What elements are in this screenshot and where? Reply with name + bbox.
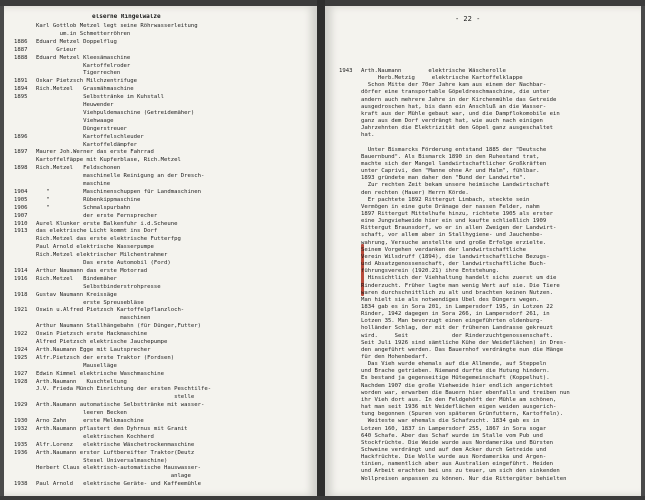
right-page-line-text: machte sich der Mangel landwirtschaftlicher Großkräften (361, 160, 547, 167)
right-page-line-text: andern auch mehrere Jahre in der Kirchenmühle das Getreide (361, 96, 557, 103)
left-page-line-text: J.V. Frieda Münch Einrichtung der ersten Peschtilfe- (36, 386, 212, 393)
right-page-line (339, 440, 641, 447)
right-page-line (339, 261, 641, 268)
left-page-line (14, 78, 317, 85)
left-page-line-text: Aurel Klunker erste Balkenfuhr i.d.Scheune (36, 220, 178, 227)
right-page-line (339, 161, 641, 168)
right-page-line (339, 304, 641, 311)
left-page-line-text: Rich.Metzel das erste elektrische Futterfpg (36, 236, 181, 243)
left-page-line (14, 189, 317, 196)
left-page-line (14, 307, 317, 314)
right-page-line (339, 404, 641, 411)
left-page-line (14, 126, 317, 133)
right-page-line-text: Es bestand ja gegenseitige Hütegemeinschaft (Koppelhut). (361, 375, 550, 382)
right-page (325, 6, 641, 496)
left-page-line (14, 323, 317, 330)
right-page-line (339, 147, 641, 154)
left-page-line-text: Paul Arnold elektrische Geräte- und Kaffeemühle (36, 481, 202, 488)
left-page-line-text: Arth.Naumann erster Luftbereifter Traktor(Deutz (36, 449, 195, 456)
left-page-line-year: 1913 (14, 228, 28, 235)
right-page-line (339, 368, 641, 375)
left-page-line-year: 1905 (14, 196, 28, 203)
left-page-line-text: um.in Schmetterröhren (36, 30, 131, 37)
right-page-line-text: 1834 gab es in Sora 201, in Lampersdorf 195, in Lotzen 22 (361, 303, 553, 310)
left-page-line (14, 205, 317, 212)
left-page-line-year: 1888 (14, 54, 28, 61)
right-page-line-text: Lotzen 160, 1837 in Lampersdorf 255, 1867 in Sora sogar (361, 425, 547, 432)
left-page-line-year: 1925 (14, 354, 28, 361)
left-page-line-text: Viehpuldemaschine (Getreidemäher) (36, 109, 195, 116)
left-page-line-year: 1897 (14, 149, 28, 156)
left-page-line-year: 1922 (14, 331, 28, 338)
left-page-line-year: 1936 (14, 449, 28, 456)
right-page-line-text: Arth.Naumann elektrische Wäscherolle (361, 68, 506, 74)
right-page-line (339, 390, 641, 397)
right-page-line-text: führungsverein (1920.21) ihre Entstehung. (361, 268, 500, 275)
left-page-line (14, 86, 317, 93)
left-page-line (14, 39, 317, 46)
left-page-line-year: 1887 (14, 46, 28, 53)
left-page-line-text: Oskar Pietzsch Milchzentrifuge (36, 78, 138, 85)
right-page-line-text: Bauernbund". Als Bismarck 1890 in den Ruhestand trat, (361, 153, 540, 160)
left-page-line (14, 252, 317, 259)
left-page-line-text: Karl Gottlob Metzel legt seine Röhrwasserleitung (36, 23, 198, 29)
right-page-line-text: unter Caprivi, den "Manne ohne Ar und Halm", fühlbar. (361, 168, 540, 175)
left-page-line (14, 213, 317, 220)
left-page-line-year: 1895 (14, 94, 28, 101)
left-page-line-text: maschinen (36, 315, 151, 322)
right-page-line-text: Rittergut Braunsdorf, wo er in allen Zweigen der Landwirt- (361, 225, 557, 232)
left-page-line-year: 1921 (14, 307, 28, 314)
left-page-line (14, 442, 317, 449)
left-page-heading: elserne Ringelwalze (92, 14, 161, 20)
left-page-line-text: " Maschinenschuppen für Landmaschinen (36, 188, 202, 195)
left-page-line (14, 63, 317, 70)
right-page-line-text: und Absatzgenossenschaft, der landwirtschaftliche Buch- (361, 261, 547, 268)
left-page-line (14, 473, 317, 480)
left-page-line-text: das elektrische Licht kommt ins Dorf (36, 228, 158, 235)
left-page-line (14, 31, 317, 38)
right-page-line-text: Rinder, 1942 dagegen in Sora 266, in Lampersdorf 261, in (361, 311, 550, 318)
right-page-line-text: Rinderzucht. Früher lagte man wenig Wert auf sie. Die Tiere (361, 282, 560, 289)
left-page-line-year: 1927 (14, 370, 28, 377)
right-page-line (339, 318, 641, 325)
left-page-line (14, 339, 317, 346)
scan-bottom-edge (0, 496, 645, 500)
right-page-line (339, 89, 641, 96)
left-page-line-year: 1898 (14, 165, 28, 172)
right-page-line-text: Unter Bismarcks Förderung entstand 1885 der "Deutsche (361, 146, 547, 153)
left-page-line (14, 260, 317, 267)
right-page-line (339, 476, 641, 483)
left-page-line-text: Arth.Naumann automatische Selbsttränke mit wasser- (36, 402, 205, 409)
right-page-line (339, 411, 641, 418)
left-page-line (14, 434, 317, 441)
right-page-line (339, 461, 641, 468)
left-page-line-text: Eduard Metzel Kleesämaschine (36, 54, 131, 61)
left-page-line-text: Arth.Naumann pflastert den Dyhrnus mit Granit (36, 425, 188, 432)
left-page-line (14, 197, 317, 204)
left-page-line (14, 157, 317, 164)
left-page-line (14, 221, 317, 228)
left-page-line-text: Kartoffelfäppe mit Kupferblase, Rich.Metzel (36, 157, 181, 164)
left-page-line (14, 450, 317, 457)
right-page-line-text: tung begonnen (Spuren von späteren Grünfuttern, Kartoffeln). (361, 411, 564, 418)
left-page-line (14, 268, 317, 275)
left-page-line (14, 23, 317, 30)
right-page-line-text: wahrung, Versuche anstellte und große Erfolge erzielte. (361, 239, 547, 246)
left-page-line (14, 355, 317, 362)
right-page-line-year: 1943 (339, 68, 353, 74)
left-page-line-text: anlage (36, 473, 191, 480)
left-page-line (14, 102, 317, 109)
left-page-line-year: 1916 (14, 275, 28, 282)
left-page-line (14, 458, 317, 465)
right-page-line-text: dörfer eine transportable Göpeldreschmaschine, die unter (361, 89, 550, 96)
left-page-line (14, 142, 317, 149)
left-page-line (14, 426, 317, 433)
right-page-line (339, 211, 641, 218)
left-page-line-text: Arthur Naumann Stallhängebahn (für Dünger,Futter) (36, 323, 202, 330)
right-page-line (339, 283, 641, 290)
left-page-line-text: Rich.Metzel Grasmähmaschine (36, 86, 134, 93)
right-page-line (339, 447, 641, 454)
right-page-line-text: 1897 Rittergut Mittelhufe hinzu, richtete 1905 als erster (361, 211, 553, 217)
right-page-line-text: Wollpreisen anpassen zu können. Nur die Rittergüter behielten (361, 475, 567, 482)
left-page-line-text: leeren Becken (36, 410, 127, 417)
left-page-line (14, 331, 317, 338)
left-page-line-text: Alfr.Pietzsch der erste Traktor (Fordsen) (36, 354, 175, 361)
right-page-line (339, 97, 641, 104)
left-page-line-year: 1907 (14, 212, 28, 219)
right-page-line (339, 383, 641, 390)
right-page-line-text: Seinem Vorgehen verdanken der landwirtschaftliche (361, 246, 527, 253)
left-page-line-text: Rich.Metzel elektrischer Milchentrahmer (36, 252, 168, 259)
left-page-line (14, 118, 317, 125)
right-page-line (339, 154, 641, 161)
left-page-line-text: Tigerrechen (36, 70, 121, 77)
left-page-line (14, 418, 317, 425)
left-page-line-text: Eduard Metzel Doppelflug (36, 38, 117, 45)
right-page-line-text: für den Hohenbedarf. (361, 354, 429, 360)
left-page-line (14, 165, 317, 172)
right-page-line-text: Weiteste war ehemals die Schafzucht. 1834 gab es in (361, 418, 540, 425)
right-page-line (339, 232, 641, 239)
left-page-line (14, 394, 317, 401)
right-page-line (339, 347, 641, 354)
right-page-line-text: hat. (361, 132, 375, 139)
right-page-line-text: ihr Vieh dort aus. In den Feldgehöft der Mühle am schönen, (361, 396, 557, 403)
right-page-line-text: Nachdem 1907 die große Viehweide hier endlich angerichtet (361, 382, 553, 389)
right-page-line-text: Schon Mitte der 70er Jahre kam aus einem der Nachbar- (361, 82, 547, 89)
left-page-line (14, 386, 317, 393)
left-page-line (14, 481, 317, 488)
left-page-line-year: 1904 (14, 188, 28, 195)
right-page-line-text: Hackfrüchte. Die Wolle wurde aus Nordamerika und Argen- (361, 454, 547, 461)
left-page-line-text: Gustav Naumann Kreissäge (36, 291, 117, 298)
right-page-line (339, 240, 641, 247)
left-page-line (14, 110, 317, 117)
right-page-line (339, 68, 641, 75)
left-page-line-text: " Schmalspurbahn (36, 204, 131, 211)
right-page-line (339, 75, 641, 82)
right-page-line (339, 325, 641, 332)
left-page-line (14, 228, 317, 235)
right-page-line (339, 125, 641, 132)
left-page-line-text: Arth.Naumann Egge mit Lautsprecher (36, 346, 151, 353)
left-page-line-text: Paul Arnold elektrische Wasserpumpe (36, 244, 154, 251)
left-page-line-text: Herbert Claus elektrisch-automatische Hauswasser- (36, 465, 202, 472)
right-page-line-text: tinien, namentlich aber aus Australien eingeführt. Heiden (361, 461, 553, 468)
left-page-line-text: Heuwender (36, 102, 114, 108)
right-page-line-text: Zur rechten Zeit bekam unsere heimische Landwirtschaft (361, 182, 550, 189)
left-page-line-text: maschine (36, 181, 111, 187)
left-page-line (14, 236, 317, 243)
left-page-line-year: 1935 (14, 441, 28, 448)
left-page-line (14, 379, 317, 386)
left-page-line-text: Arno Zahn erste Melkmaschine (36, 418, 144, 424)
right-page-line-text: wird. Seit der Rinderzuchtgenossenschaft. (361, 332, 553, 339)
right-page-line (339, 340, 641, 347)
left-page-line-text: Viehwaage (36, 117, 114, 124)
right-page-line-text: Er pachtete 1892 Rittergut Limbach, steckte sein (361, 196, 530, 203)
right-page-line (339, 218, 641, 225)
left-page-line (14, 284, 317, 291)
right-page-line (339, 254, 641, 261)
right-page-line (339, 247, 641, 254)
left-page-line (14, 402, 317, 409)
left-page-line (14, 292, 317, 299)
left-page-line (14, 134, 317, 141)
right-page-line-text: den rechten (Hauer) Herrn Körde. (361, 189, 469, 196)
left-page-line (14, 244, 317, 251)
right-page-line (339, 182, 641, 189)
right-page-line (339, 104, 641, 111)
left-page-line-year: 1914 (14, 267, 28, 274)
left-page-line-text: Grieur (36, 46, 77, 53)
left-page-line-year: 1930 (14, 418, 28, 424)
right-page-line-text: Vermögen in eine gute Dränage der nassen Felder, nahm (361, 203, 540, 210)
left-page-line-year: 1891 (14, 78, 28, 85)
left-page-line-year: 1932 (14, 425, 28, 432)
left-page-line (14, 47, 317, 54)
right-page-line (339, 118, 641, 125)
right-page-line (339, 311, 641, 318)
left-page-line-year: 1896 (14, 133, 28, 140)
right-page-line (339, 297, 641, 304)
left-page-line (14, 371, 317, 378)
right-page-line (339, 197, 641, 204)
right-page-line-text: worden war, erwarben die Bauern hier ebenfalls und treiben nun (361, 389, 570, 396)
left-page-line-text: Selbsttränke im Kuhstall (36, 94, 164, 101)
left-page-line (14, 410, 317, 417)
right-page-line (339, 168, 641, 175)
left-page (4, 6, 317, 496)
right-page-line-text: Man hielt sie als notwendiges Übel des Düngers wegen. (361, 296, 540, 303)
right-page-line-text: den angeführt werden. Das Bauernhof verdrängte nun die Hänge (361, 346, 564, 353)
left-page-line-text: Kartoffelschleuder (36, 133, 144, 140)
right-page-line (339, 454, 641, 461)
right-page-line (339, 225, 641, 232)
right-page-line-text: kraft aus der Mühle gebaut war, und die Dampflokomobile ein (361, 110, 560, 117)
right-page-line (339, 433, 641, 440)
left-page-line-year: 1906 (14, 204, 28, 211)
left-page-line-text: Rich.Metzel Feldschonen (36, 165, 121, 172)
right-page-line-text: schaft, vor allem aber in Stallhygiene- und Jauchenbe- (361, 232, 543, 239)
right-page-line (339, 82, 641, 89)
left-page-line-text: Alfred Pietzsch elektrische Jauchepumpe (36, 339, 168, 345)
right-page-line-text: holländer Schlag, der mit der früheren Landrasse gekreuzt (361, 325, 553, 332)
right-page-line-text: Lotzen 35. Man bevorzugt einen eingeführten oldenburg- (361, 318, 543, 325)
left-page-line-year: 1929 (14, 402, 28, 409)
left-page-line-text: " Rübenkippmaschine (36, 196, 141, 203)
right-page-line (339, 290, 641, 297)
left-page-line-text: Stesel Universalmaschine) (36, 457, 168, 464)
left-page-line-year: 1924 (14, 346, 28, 353)
right-page-line (339, 190, 641, 197)
right-page-line-text: Schweine verdrängt und auf dem Acker durch Getreide und (361, 446, 547, 453)
left-page-line-year: 1938 (14, 481, 28, 488)
right-page-line-text: eine Jungviehweide hier ein und kaufte schließlich 1909 (361, 218, 547, 225)
left-page-line-text: der erste Fernsprecher (36, 212, 158, 219)
left-page-line (14, 363, 317, 370)
left-page-line (14, 70, 317, 77)
right-page-line-text: 640 Schafe. Aber das Schaf wurde im Stalle vom Pub und (361, 432, 543, 439)
page-number: - 22 - (455, 15, 481, 23)
left-page-line (14, 173, 317, 180)
right-page-line (339, 354, 641, 361)
left-page-line (14, 347, 317, 354)
left-page-line-text: Oswin u.Alfred Pietzsch Kartoffelpflanzloch- (36, 307, 185, 314)
left-page-line-year: 1910 (14, 220, 28, 227)
right-page-line-text: Jahrzehnten die Elektrizität den Göpel ganz ausgeschaltet (361, 125, 553, 132)
right-page-line (339, 132, 641, 139)
left-page-line-text: elektrischen Kochherd (36, 433, 154, 440)
right-page-line (339, 111, 641, 118)
left-page-line (14, 149, 317, 156)
left-page-line-text: Arthur Naumann das erste Motorrad (36, 267, 148, 274)
right-page-line-text: Hinsichtlich der Viehhaltung handelt sichs zuerst um die (361, 275, 557, 282)
left-page-line-text: Alfr.Lorenz elektrische Wäschetrockenmaschine (36, 441, 195, 448)
left-page-line-year: 1918 (14, 291, 28, 298)
left-page-line (14, 55, 317, 62)
left-page-line-text: Mauselläge (36, 362, 117, 369)
right-page-line (339, 140, 641, 147)
right-page-line-text: Das Vieh wurde ehemals auf die Allmende, auf Steppeln (361, 361, 547, 368)
left-page-line-text: erste Spreusebläse (36, 299, 144, 306)
left-page-line (14, 94, 317, 101)
left-page-line-text: Kartoffelroder (36, 62, 131, 69)
left-page-line-text: Das erste Automobil (Ford) (36, 260, 171, 266)
left-page-line (14, 465, 317, 472)
left-page-line-text: Selbstbinderstrohpresse (36, 283, 161, 290)
right-page-line (339, 204, 641, 211)
right-page-line (339, 418, 641, 425)
left-page-line-text: maschinelle Reinigung an der Dresch- (36, 173, 205, 180)
right-page-line-text: und Arbeit erachten bei uns zu teuer, um sich den sinkenden (361, 468, 560, 475)
right-page-line (339, 175, 641, 182)
right-page-line (339, 426, 641, 433)
left-page-line (14, 315, 317, 322)
left-page-line-text: stelle (36, 394, 195, 401)
left-page-line-text: Kartoffeldämpfer (36, 141, 138, 148)
left-page-line (14, 181, 317, 188)
right-page-line (339, 361, 641, 368)
right-page-line (339, 468, 641, 475)
left-page-line-year: 1886 (14, 38, 28, 45)
left-page-line (14, 276, 317, 283)
right-page-line (339, 397, 641, 404)
left-page-line-year: 1894 (14, 86, 28, 93)
right-page-line (339, 268, 641, 275)
right-page-line-text: ausgedroschen hat, bis dann ein Anschluß an die Wasser- (361, 103, 547, 110)
right-page-line (339, 275, 641, 282)
right-page-line-text: waren durchschnittlich zu alt und brachten keinen Nutzen. (361, 289, 553, 296)
left-page-line-text: Maurer Joh.Werner das erste Fahrrad (36, 149, 154, 156)
right-page-line (339, 375, 641, 382)
left-page-line-text: Oswin Pietzsch erste Hackmaschine (36, 331, 148, 338)
right-page-line-text: ganz aus dem Dorf verdrängt hat, wie auch nach einigen (361, 118, 543, 125)
right-page-line-text: und Brache getrieben. Niemand durfte die Hutung hindern. (361, 368, 550, 375)
left-page-line-text: Edwin Kimmel elektrische Waschmaschine (36, 370, 164, 377)
right-page-line-text: Herb.Metzig elektrische Kartoffelklappe (361, 75, 523, 82)
right-page-line-text: hat man seit 1936 mit Weideflächen eigen weiden ausgerich- (361, 404, 557, 411)
book-gutter (317, 0, 325, 500)
left-page-line-text: Rich.Metzel Bindemäher (36, 275, 117, 282)
left-page-line (14, 300, 317, 307)
right-page-line-text: Seit Juli 1926 sind sämtliche Kühe der Weideflächen) in Dres- (361, 339, 567, 346)
right-page-line-text: Stockfrüchte. Die Weide wurde aus Nordamerika und Bürsten (361, 439, 553, 446)
right-page-line (339, 333, 641, 340)
left-page-line-text: Arth.Naumann Kuschteltung (36, 378, 127, 385)
right-page-line-text: Verein Wilsdruff (1894), die landwirtschaftliche Bezugs- (361, 253, 550, 260)
left-page-line-year: 1928 (14, 378, 28, 385)
left-page-line-text: Düngerstreuer (36, 125, 127, 132)
right-page-line-text: 1893 gründete man daher den "Bund der Landwirte". (361, 175, 527, 182)
